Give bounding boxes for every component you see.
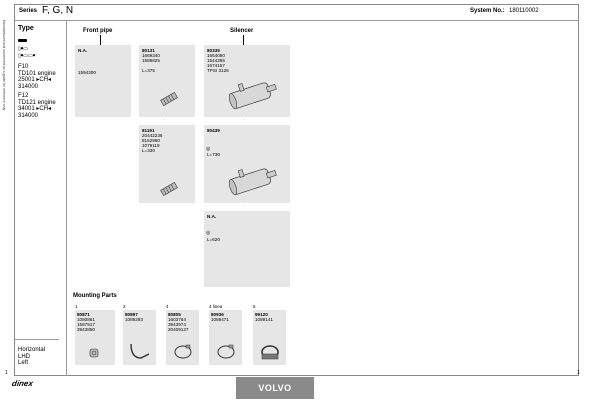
model-1-line4: 314000 [18,83,39,90]
part-ref: 8152960 [142,138,160,143]
model-2-line1: F12 [18,93,29,99]
part-code: N.A. [207,214,217,219]
part-ref: 1674157 [207,63,225,68]
part-ref: 1089293 [125,317,143,322]
part-text [207,48,229,73]
model-1-line1: F10 [18,64,29,70]
part-text [142,48,160,63]
part-text [125,312,143,322]
model-1-line2: TD101 engine [18,70,56,77]
part-code: N.A. [78,48,88,53]
part-text [142,128,162,153]
silencer-header: Silencer [230,28,254,34]
part-ref: 20409127 [168,327,189,332]
part-text [255,312,273,322]
mount-box-1[interactable] [75,310,115,365]
brand-banner: VOLVO [236,377,314,399]
part-box-fp2[interactable] [139,45,195,117]
config-drive: LHD [18,353,31,360]
clamp-small-icon: ◎ [206,230,211,236]
part-ref: 1080861 [77,317,95,322]
mount-box-4[interactable] [209,310,242,365]
part-length: L=330 [142,148,155,153]
part-code: 80871 [77,312,90,317]
header-divider [14,20,579,21]
part-ref: 1587517 [77,322,95,327]
part-ref: 3943974 [168,322,186,327]
part-code: 80131 [142,48,155,53]
connector-dots: · [163,117,166,123]
mount-2-num: 2 [123,304,126,309]
page-number-right: 1 [577,370,580,376]
mount-box-5[interactable] [253,310,286,365]
part-length: L=620 [207,237,220,242]
connector-dots: · [243,117,246,123]
bolt-icon [87,346,101,360]
part-ref: 3943850 [77,327,95,332]
type-label: Type [18,25,34,32]
part-ref: 1664090 [207,53,225,58]
part-text [211,312,229,322]
mount-3-num: 4 [166,304,169,309]
type-symbols [18,37,58,59]
part-box-si1[interactable] [204,45,290,117]
part-code: 80339 [207,48,220,53]
silencer-icon [224,163,280,199]
mount-5-num: 5 [253,304,256,309]
silencer-icon [224,77,280,113]
part-ref: TPSI 3126 [207,68,229,73]
mount-4-note: linea [212,304,223,309]
front-pipe-header: Front pipe [83,28,113,34]
part-box-fp3[interactable] [139,125,195,203]
part-code: 80805 [168,312,181,317]
truck-symbol-icon [18,39,27,42]
clamp-ring-icon [216,343,236,361]
part-ref: 1079119 [142,143,160,148]
part-ref: 1594300 [78,70,96,75]
clamp-small-icon: ◎ [206,146,211,152]
part-box-fp1[interactable] [75,45,131,117]
part-text [77,312,95,332]
part-ref: 1089471 [211,317,229,322]
part-code: 80439 [207,128,220,133]
part-box-si2[interactable] [204,125,290,203]
system-number-value: 180110002 [509,8,539,14]
part-code: 80936 [211,312,224,317]
part-ref: 20442236 [142,133,163,138]
part-ref: 1669340 [142,53,160,58]
part-code: 99120 [255,312,268,317]
series-value: F, G, N [42,5,74,16]
series-label: Series [19,8,38,14]
wheel-symbol-icon: ▯⦁▭▭⦁ [18,53,36,59]
config-divider [14,339,59,340]
part-code: 80897 [125,312,138,317]
mount-box-2[interactable] [123,310,156,365]
model-2-line3: 34001 ▸CH◂ [18,106,52,112]
config-block [18,347,45,367]
dinex-logo: dinex [11,379,34,388]
mount-1-num: 1 [75,304,78,309]
axle-symbol-icon: ▯⦁▭ [18,46,28,52]
config-orientation: Horizontal [18,347,46,353]
silencer-tick [243,35,244,45]
model-2-line2: TD121 engine [18,99,56,106]
mount-box-3[interactable] [166,310,199,365]
heavy-clamp-icon [259,342,281,362]
system-number-label: System No.: [470,8,505,14]
part-ref: 1089141 [255,317,273,322]
page-number-left: 1 [5,370,8,376]
mount-4-num [209,304,222,309]
model-1-line3: 25001 ▸CH◂ [18,77,52,83]
flex-pipe-icon [159,91,179,107]
part-length: L=730 [207,152,220,157]
part-text [168,312,188,332]
model-1 [18,64,56,90]
part-length: L=375 [142,68,155,73]
flex-pipe-icon [159,181,179,197]
front-pipe-tick [100,35,101,45]
sidebar-divider [66,20,67,376]
part-ref: 1589825 [142,58,160,63]
clamp-ring-icon [173,343,193,361]
model-2 [18,93,56,119]
mounting-parts-header: Mounting Parts [73,293,117,299]
part-code: 81191 [142,128,155,133]
part-ref: 1544355 [207,58,225,63]
bracket-icon [127,340,153,362]
config-side: Left [18,360,29,366]
side-vertical-note: Manufactured and numbered as a guide for reference only [2,20,6,111]
part-ref: 1603764 [168,317,186,322]
connector-dots: · [243,203,246,209]
part-box-si3[interactable] [204,211,290,287]
mount-4-num-value: 4 [209,304,212,309]
model-2-line4: 314000 [18,112,39,119]
